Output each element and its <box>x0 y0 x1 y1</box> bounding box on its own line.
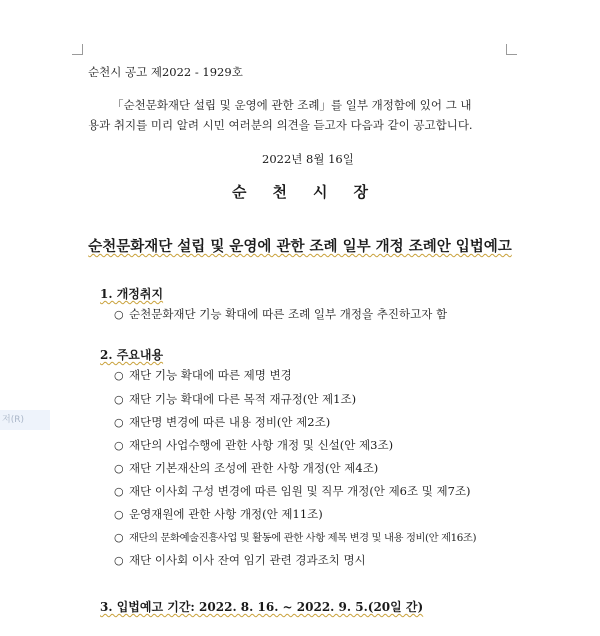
bullet-icon: ○ <box>114 531 124 544</box>
section-heading <box>100 598 423 615</box>
bullet-icon: ○ <box>114 485 124 498</box>
section-heading <box>100 285 163 302</box>
side-panel-ghost: 저(R) <box>0 410 50 430</box>
list-item <box>114 306 447 322</box>
notice-number: 순천시 공고 제2022 - 1929호 <box>88 65 243 79</box>
list-item-text: 순천문화재단 기능 확대에 따른 조례 일부 개정을 추진하고자 함 <box>129 307 448 321</box>
issuer-name: 순천시장 <box>232 183 394 201</box>
section-heading <box>100 346 163 363</box>
document-title <box>0 235 600 256</box>
list-item-text: 재단 이사회 구성 변경에 따른 임원 및 직무 개정(안 제6조 및 제7조) <box>129 484 471 498</box>
bullet-icon: ○ <box>114 308 124 321</box>
bullet-icon: ○ <box>114 462 124 475</box>
list-item <box>114 460 378 476</box>
list-item-text: 재단의 문화예술진흥사업 및 활동에 관한 사항 제목 변경 및 내용 정비(안 제16조) <box>129 532 477 544</box>
list-item <box>114 414 330 430</box>
list-item <box>114 391 356 407</box>
bullet-icon: ○ <box>114 554 124 567</box>
list-item-text: 운영재원에 관한 사항 개정(안 제11조) <box>129 507 323 521</box>
list-item-text: 재단 기본재산의 조성에 관한 사항 개정(안 제4조) <box>129 461 379 475</box>
list-item <box>114 367 292 383</box>
list-item-text: 재단 기능 확대에 다른 목적 재규정(안 제1조) <box>129 392 357 406</box>
bullet-icon: ○ <box>114 508 124 521</box>
bullet-icon: ○ <box>114 393 124 406</box>
list-item <box>114 529 476 544</box>
intro-line: 「순천문화재단 설립 및 운영에 관한 조례」를 일부 개정함에 있어 그 내 <box>112 98 472 112</box>
list-item <box>114 437 393 453</box>
section-heading-text: 2. 주요내용 <box>100 348 164 362</box>
bullet-icon: ○ <box>114 439 124 452</box>
page-corner-mark <box>72 44 83 55</box>
section-heading-text: 3. 입법예고 기간: 2022. 8. 16. ~ 2022. 9. 5.(20일 간) <box>100 600 424 614</box>
intro-line: 용과 취지를 미리 알려 시민 여러분의 의견을 듣고자 다음과 같이 공고합니다. <box>88 118 473 132</box>
page-corner-mark <box>506 44 517 55</box>
list-item-text: 재단 기능 확대에 따른 제명 변경 <box>129 368 292 382</box>
title-text: 순천문화재단 설립 및 운영에 관한 조례 일부 개정 조례안 입법예고 <box>88 238 512 255</box>
notice-date: 2022년 8월 16일 <box>262 152 354 166</box>
bullet-icon: ○ <box>114 416 124 429</box>
list-item-text: 재단의 사업수행에 관한 사항 개정 및 신설(안 제3조) <box>129 438 394 452</box>
list-item-text: 재단명 변경에 따른 내용 정비(안 제2조) <box>129 415 331 429</box>
list-item-text: 재단 이사회 이사 잔여 임기 관련 경과조치 명시 <box>129 553 366 567</box>
section-heading-text: 1. 개정취지 <box>100 287 164 301</box>
bullet-icon: ○ <box>114 369 124 382</box>
list-item <box>114 506 323 522</box>
list-item <box>114 552 366 568</box>
list-item <box>114 483 471 499</box>
